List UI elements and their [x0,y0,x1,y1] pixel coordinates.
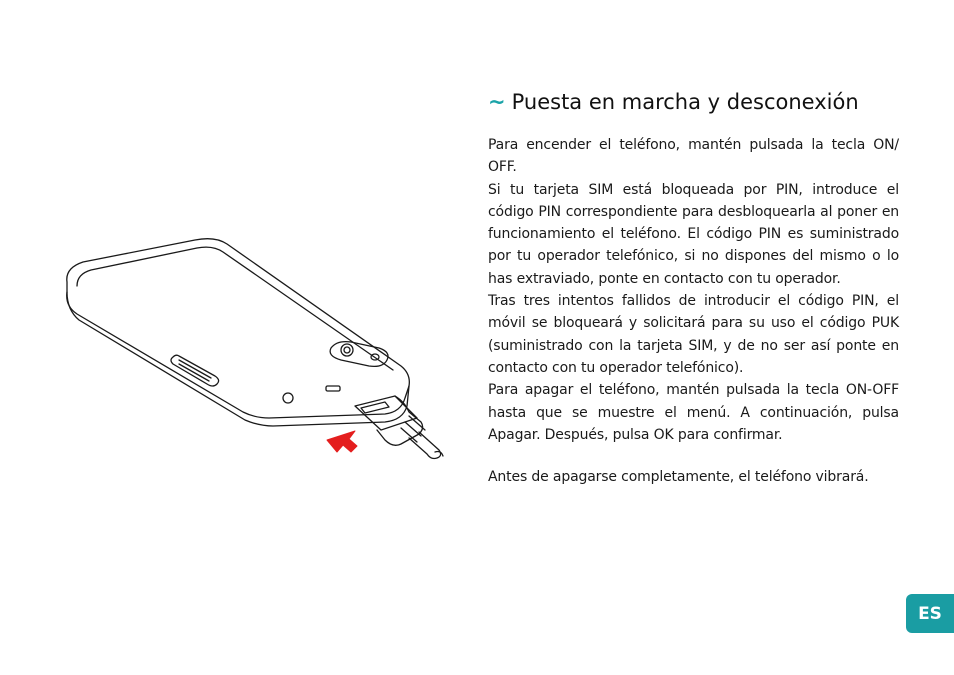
paragraph-puk: Tras tres intentos fallidos de introducir el código PIN, el móvil se bloqueará y solicitará para su uso el código PUK (suministrado con la tarjeta SIM, y de no ser así ponte en contacto con tu operador telefónico). [488,293,899,376]
title-text: Puesta en marcha y desconexión [511,90,859,114]
usb-port [326,386,340,391]
paragraph-pin: Si tu tarjeta SIM está bloqueada por PIN, introduce el código PIN correspondiente para desbloquearla al poner en funcionamiento el teléfono. El código PIN es suministrado por tu operador telefónico, si no dispones del mismo o lo has extraviado, ponte en contacto con tu operador. [488,181,899,287]
camera-module [330,342,388,367]
language-tab: ES [906,594,954,633]
phone-body [67,239,410,418]
speaker-grille [171,355,219,386]
insert-arrow-icon [327,431,357,452]
paragraph-power-off: Para apagar el teléfono, mantén pulsada la tecla ON-OFF hasta que se muestre el menú. A continuación, pulsa Apagar. Después, pulsa OK para confirmar. [488,382,899,443]
charger-cable [355,396,443,459]
paragraph-vibrate: Antes de apagarse completamente, el teléfono vibrará. [488,469,869,486]
title-marker: ~ [488,90,506,114]
phone-charging-illustration [55,230,455,470]
body-text [488,134,899,488]
section-title [488,88,859,116]
paragraph-power-on: Para encender el teléfono, mantén pulsada la tecla ON/ OFF. [488,137,899,176]
